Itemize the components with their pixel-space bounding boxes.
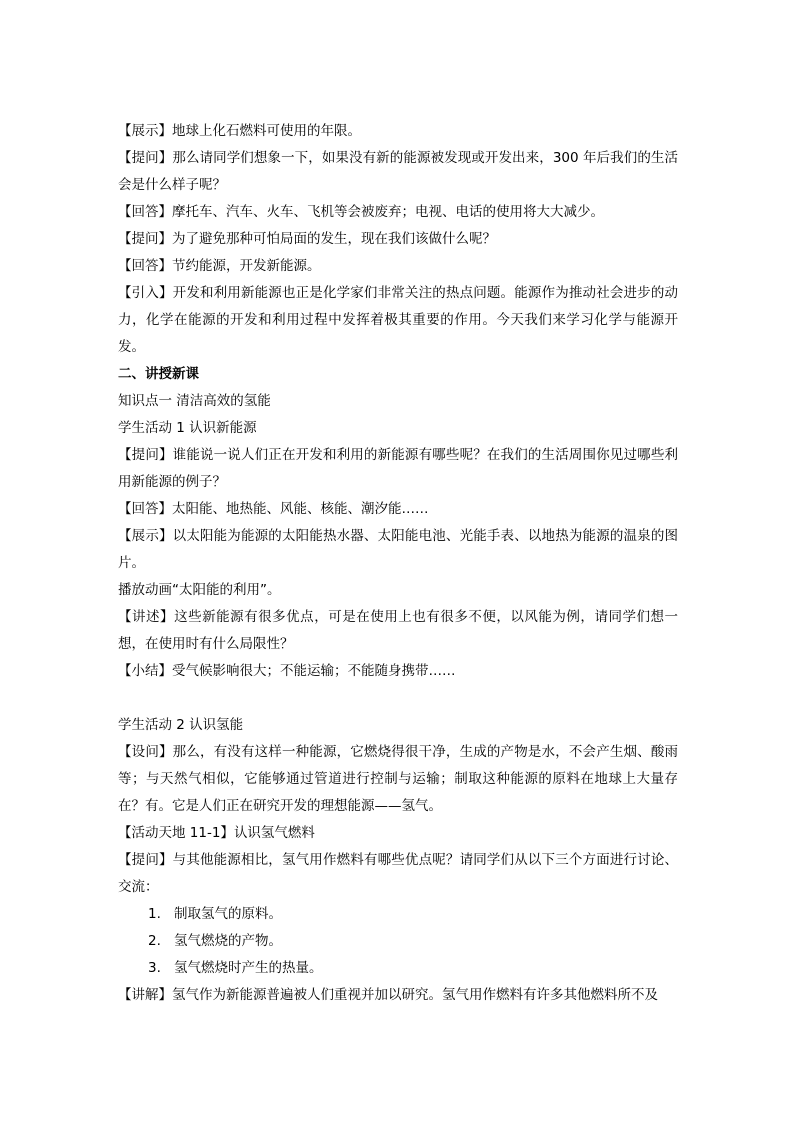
text: 开发和利用新能源也正是化学家们非常关注的热点问题。能源作为推动社会进步的动力，化学在能源的开发和利用过程中发挥着极其重要的作用。今天我们来学习化学与能源开发。	[118, 285, 679, 355]
tag: 【讲解】	[118, 987, 172, 1003]
paragraph-display-2	[118, 523, 678, 577]
tag: 【回答】	[118, 501, 172, 517]
list-item	[118, 955, 678, 982]
text: 为了避免那种可怕局面的发生，现在我们该做什么呢？	[172, 231, 496, 247]
tag: 【提问】	[118, 447, 173, 463]
blank-line	[118, 685, 678, 712]
tag: 【展示】	[118, 123, 172, 139]
paragraph-introduction	[118, 280, 678, 361]
list-number: 2.	[148, 933, 161, 949]
student-activity-2-heading: 学生活动 2 认识氢能	[118, 717, 244, 733]
paragraph-question-4	[118, 847, 678, 901]
paragraph-answer-2	[118, 253, 678, 280]
text: 认识氢气燃料	[233, 825, 315, 841]
list-text: 制取氢气的原料。	[174, 906, 282, 922]
tag: 【展示】	[118, 528, 173, 544]
text: 太阳能、地热能、风能、核能、潮汐能……	[172, 501, 429, 517]
text: 以太阳能为能源的太阳能热水器、太阳能电池、光能手表、以地热为能源的温泉的图片。	[118, 528, 679, 571]
text: 那么请同学们想象一下，如果没有新的能源被发现或开发出来，300 年后我们的生活会是什么样子呢？	[118, 150, 679, 193]
paragraph-display-1	[118, 118, 678, 145]
list-text: 氢气燃烧的产物。	[174, 933, 282, 949]
paragraph-summary	[118, 658, 678, 685]
paragraph-answer-3	[118, 496, 678, 523]
list-item	[118, 901, 678, 928]
document-page	[118, 118, 678, 1009]
tag: 【提问】	[118, 150, 173, 166]
paragraph-answer-1	[118, 199, 678, 226]
text: 节约能源，开发新能源。	[172, 258, 321, 274]
text: 氢气作为新能源普遍被人们重视并加以研究。氢气用作燃料有许多其他燃料所不及	[172, 987, 658, 1003]
text: 与其他能源相比，氢气用作燃料有哪些优点呢？请同学们从以下三个方面进行讨论、交流：	[118, 852, 679, 895]
text: 受气候影响很大；不能运输；不能随身携带……	[172, 663, 456, 679]
section-heading: 二、讲授新课	[118, 366, 199, 382]
paragraph-explanation	[118, 982, 678, 1009]
text: 地球上化石燃料可使用的年限。	[172, 123, 361, 139]
paragraph-play-animation: 播放动画“太阳能的利用”。	[118, 582, 281, 598]
knowledge-point-heading: 知识点一 清洁高效的氢能	[118, 393, 271, 409]
paragraph-question-3	[118, 442, 678, 496]
tag: 【设问】	[118, 744, 173, 760]
text: 这些新能源有很多优点，可是在使用上也有很多不便，以风能为例，请同学们想一想，在使用时有什么局限性？	[118, 609, 679, 652]
tag: 【提问】	[118, 231, 172, 247]
text: 摩托车、汽车、火车、飞机等会被废弃；电视、电话的使用将大大减少。	[172, 204, 604, 220]
paragraph-narration	[118, 604, 678, 658]
tag: 【小结】	[118, 663, 172, 679]
tag: 【回答】	[118, 204, 172, 220]
text: 谁能说一说人们正在开发和利用的新能源有哪些呢？在我们的生活周围你见过哪些利用新能源的例子？	[118, 447, 679, 490]
tag: 【讲述】	[118, 609, 175, 625]
paragraph-question-2	[118, 226, 678, 253]
list-number: 1.	[148, 906, 161, 922]
paragraph-rhetorical-question	[118, 739, 678, 820]
list-text: 氢气燃烧时产生的热量。	[174, 960, 323, 976]
student-activity-1-heading: 学生活动 1 认识新能源	[118, 420, 257, 436]
paragraph-question-1	[118, 145, 678, 199]
tag: 【回答】	[118, 258, 172, 274]
list-number: 3.	[148, 960, 161, 976]
list-item	[118, 928, 678, 955]
tag: 【活动天地 11-1】	[118, 825, 234, 841]
text: 那么，有没有这样一种能源，它燃烧得很干净，生成的产物是水，不会产生烟、酸雨等；与天然气相似，它能够通过管道进行控制与运输；制取这种能源的原料在地球上大量存在？有。它是人们正在研究开发的理想能源——氢气。	[118, 744, 679, 814]
tag: 【提问】	[118, 852, 173, 868]
paragraph-activity	[118, 820, 678, 847]
tag: 【引入】	[118, 285, 173, 301]
